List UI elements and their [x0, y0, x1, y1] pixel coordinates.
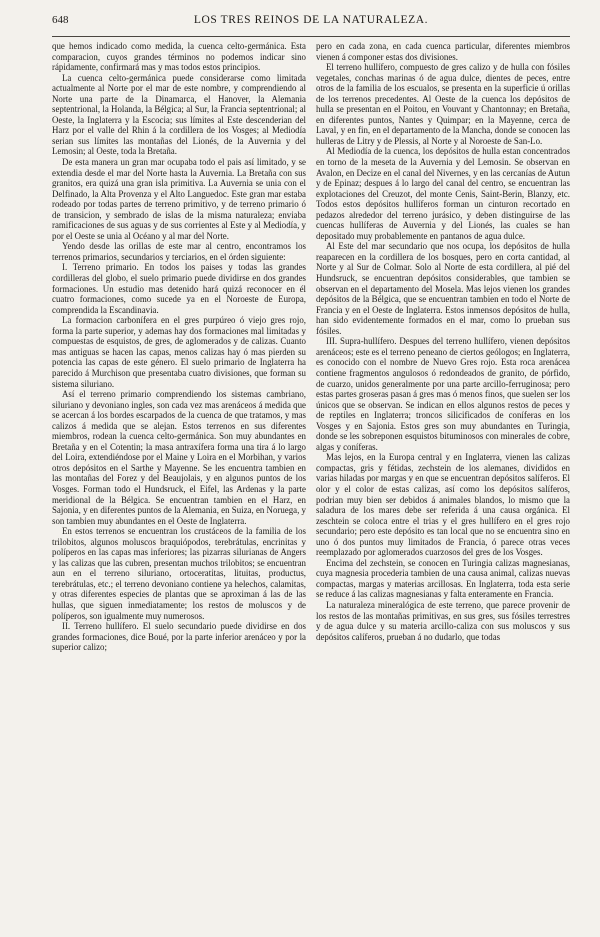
paragraph: III. Supra-hullífero. Despues del terreno hullífero, vienen depósitos arenáceos; este es el terreno peneano de ciertos geólogos; en Inglaterra, es conocido con el nombre de Nuevo Gres rojo. Esta roca arenácea contiene fragmentos angulosos ó redondeados de granito, de pórfido, de cuarzo, unidos generalmente por una parte arcillo-ferruginosa; pero estas partes groseras pasan á gres mas ó menos finos, que suelen ser los únicos que se observan. Se indican en ellos algunos restos de peces y de reptiles en Inglaterra; troncos silicificados de coníferas en los Vosges y en Sajonia. Estos gres son muy abundantes en Turingia, donde se les sobreponen esquistos bituminosos con minerales de cobre, algas y coníferas. [316, 336, 570, 452]
paragraph: Al Mediodía de la cuenca, los depósitos de hulla estan concentrados en torno de la meseta de la Auvernia y del Lemosin. Se observan en Avalon, en Decize en el canal del Nivernes, y en las cercanías de Autun y de Epinaz; despues á lo largo del canal del centro, se encuentran las explotaciones del Creuzot, del monte Cenis, Saint-Berin, Blanzy, etc. Todos estos depósitos hullíferos forman un cinturon recortado en pedazos alrededor del terreno jurásico, y deben distinguirse de las cuencas hullíferas de Auvernia y del Lionés, las cuales se han depositado muy probablemente en pantanos de agua dulce. [316, 146, 570, 241]
paragraph: II. Terreno hullífero. El suelo secundario puede dividirse en dos grandes formaciones, dice Boué, por la parte inferior arenáceo y por la superior calizo; [52, 621, 306, 653]
paragraph: El terreno hullífero, compuesto de gres calizo y de hulla con fósiles vegetales, conchas marinas ó de agua dulce, dientes de peces, entre otros de la familia de los escualos, se presenta en la superficie ú orillas de los terrenos precedentes. Al Oeste de la cuenca los depósitos de hulla se presentan en el Poitou, en Vouvant y Chantonnay; en Bretaña, en diferentes puntos, Nantes y Quimpar; en la Mayenne, cerca de Laval, y en fin, en el departamento de la Mancha, donde se conocen las hulleras de Litry y de Plessis, al Norte y al Noroeste de San-Lo. [316, 62, 570, 146]
paragraph: La naturaleza mineralógica de este terreno, que parece provenir de los restos de las montañas primitivas, en sus gres, sus fósiles terrestres y de agua dulce y su materia arcillo-caliza con sus moluscos y sus depósitos calíferos, prueban á no dudarlo, que todas [316, 599, 570, 642]
text-columns [52, 41, 570, 653]
paragraph: que hemos indicado como medida, la cuenca celto-germánica. Esta comparacion, cuyos grandes términos no podemos indicar sino rápidamente, confirmará mas y mas todos estos principios. [52, 41, 306, 73]
paragraph: I. Terreno primario. En todos los paises y todas las grandes cordilleras del globo, el suelo primario puede dividirse en dos grandes formaciones. Un estudio mas detenido hará quizá reconocer en él cuatro formaciones, como sucede ya en el Noroeste de Europa, comprendida la Escandinavia. [52, 262, 306, 315]
left-column [52, 41, 306, 653]
paragraph: Encima del zechstein, se conocen en Turingia calizas magnesianas, cuya magnesia procederia tambien de una causa animal, calizas nuevas compactas, margas y materias arcillosas. En Inglaterra, toda esta serie se reduce á las calizas magnesianas y falta enteramente en Francia. [316, 557, 570, 600]
right-column [316, 41, 570, 653]
paragraph: pero en cada zona, en cada cuenca particular, diferentes miembros vienen á componer estas dos divisiones. [316, 41, 570, 62]
header-rule [52, 36, 570, 37]
paragraph: La cuenca celto-germánica puede considerarse como limitada actualmente al Norte por el mar de este nombre, y comprendiendo al Norte una parte de la Dinamarca, el Hanover, la Alemania septentrional, la Holanda, la Bélgica; al Sur, la Francia septentrional; al Oeste, la Inglaterra y la Escocia; sus límites al Este descenderian del Harz por el valle del Rhin á la cordillera de los Vosges; al Mediodía serian sus límites las montañas del Lionés, de la Auvernia y del Lemosin; al Oeste, toda la Bretaña. [52, 72, 306, 157]
running-title: LOS TRES REINOS DE LA NATURALEZA. [193, 14, 429, 26]
paragraph: Mas lejos, en la Europa central y en Inglaterra, vienen las calizas compactas, gris y fétidas, zechstein de los alemanes, divididos en varias hiladas por margas y en que se encuentran depósitos salíferos. El olor y el color de estas calizas, así como los depósitos salíferos, podrian muy bien ser debidos á animales blandos, lo mismo que la saladura de los mares debe ser referida á una causa orgánica. El zeschtein se coloca entre el trias y el gres hullífero en el gres rojo secundario; pero este depósito es tan local que no se encuentra sino en uno ó dos puntos muy limitados de Francia, ó parece otras veces reemplazado por aglomerados cuarzosos del gres de los Vosges. [316, 452, 570, 558]
paragraph: La formacion carbonífera en el gres purpúreo ó viejo gres rojo, forma la parte superior, y ademas hay dos formaciones mal limitadas y compuestas de esquistos, de gres, de aglomerados y de calizas. Cuanto mas antiguas se hacen las capas, menos calizas hay ó mas pierden su potencia las capas de este género. El suelo primario de Inglaterra ha parecido á Murchison que presentaba cuatro divisiones, que forman su sistema siluriano. [52, 315, 306, 389]
paragraph: De esta manera un gran mar ocupaba todo el pais así limitado, y se extendia desde el mar del Norte hasta la Auvernia. La Bretaña con sus granitos, era quizá una gran isla primitiva. La Auvernia se unia con el Delfinado, la Alta Provenza y el Alto Languedoc. Este gran mar estaba rodeado por todas partes de terreno primitivo, y de terreno primario ó de transicion, y sembrado de islas de la misma naturaleza; enviaba ramificaciones de sus aguas y de sus corrientes al Este y al Mediodía, y por el Oeste se unia al Océano y al mar del Norte. [52, 157, 306, 241]
page-header [52, 14, 570, 34]
page-number: 648 [52, 14, 69, 26]
paragraph: Así el terreno primario comprendiendo los sistemas cambriano, siluriano y devoniano ingles, son cada vez mas arenáceos á medida que se acercan á los bordes escarpados de la cuenca de que tratamos, y mas calizos á medida que se alejan. Estos terrenos en sus diferentes miembros, rodean la cuenca celto-germánica. Son muy abundantes en Bretaña y en el Cotentin; la masa antraxífera forma una tira á lo largo del Loira, extendiéndose por el Maine y Loira en el Morbihan, y varios otros depósitos en el Sarthe y Mayenne. Se les encuentra tambien en las montañas del Forez y del Beaujolais, y en algunos puntos de los Vosges. Forman todo el Hundsruck, el Eifel, las Ardenas y la parte meridional de la Bélgica. Se encuentran tambien en el Harz, en Sajonia, y en diferentes puntos de la Alemania, en Suiza, en Noruega, y son tambien muy abundantes en el Oeste de Inglaterra. [52, 389, 306, 526]
paragraph: Yendo desde las orillas de este mar al centro, encontramos los terrenos primarios, secundarios y terciarios, en el órden siguiente: [52, 241, 306, 262]
paragraph: En estos terrenos se encuentran los crustáceos de la familia de los trilobitos, algunos moluscos braquiópodos, terebrátulas, encrinitas y políperos en las capas mas inferiores; las pizarras silurianas de Angers y las calizas que las cubren, presentan muchos trilobitos; se encuentran aun en el terreno siluriano, ortoceratitas, lituitas, productus, terebrátulas, etc.; el terreno devoniano contiene ya helechos, calamitas, y otras diferentes especies de plantas que se aproximan á las de las hullas, que siguen inmediatamente; los restos de moluscos y de políperos, son igualmente muy numerosos. [52, 526, 306, 621]
paragraph: Al Este del mar secundario que nos ocupa, los depósitos de hulla reaparecen en la cordillera de los bosques, pero en corta cantidad, al Norte y al Sur de Colmar. Solo al Norte de esta cordillera, al pié del Hundsruck, se encuentran depósitos considerables, que tambien se observan en el departamento del Mosela. Mas lejos vienen los grandes depósitos de la Bélgica, que se encuentran tambien en todo el Norte de Francia y en el Oeste de Inglaterra. Estos inmensos depósitos de hulla, han sido evidentemente formados en el mar, como lo prueban sus fósiles. [316, 241, 570, 336]
